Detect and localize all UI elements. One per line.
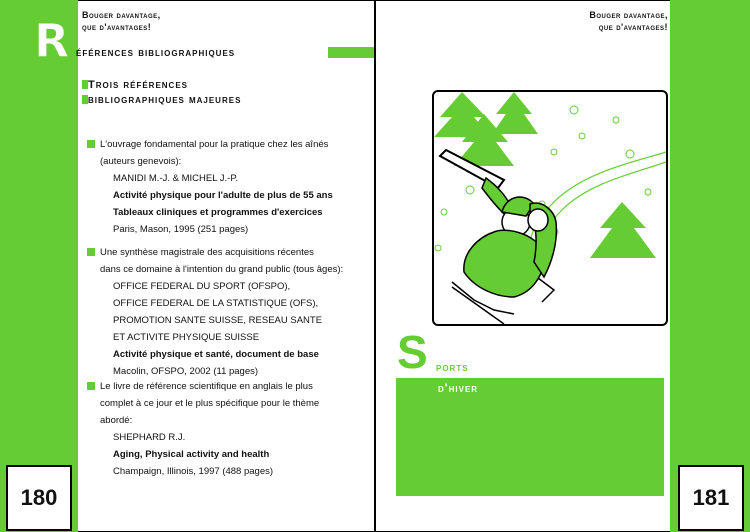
entry-author: ET ACTIVITE PHYSIQUE SUISSE bbox=[113, 332, 260, 343]
entry-text: Le livre de référence scientifique en anglais le plus bbox=[100, 381, 313, 392]
drop-cap-r: R bbox=[34, 14, 70, 68]
reference-entry bbox=[100, 378, 319, 480]
entry-title: Activité physique pour l'adulte de plus de 55 ans bbox=[113, 190, 333, 201]
entry-text: dans ce domaine à l'intention du grand public (tous âges): bbox=[100, 264, 344, 275]
title-accent-bar bbox=[328, 47, 374, 58]
entry-title: Tableaux cliniques et programmes d'exercices bbox=[113, 207, 323, 218]
entry-text: L'ouvrage fondamental pour la pratique chez les aînés bbox=[100, 139, 329, 150]
entry-publisher: Paris, Mason, 1995 (251 pages) bbox=[113, 224, 249, 235]
bullet-square bbox=[87, 248, 95, 256]
subtitle bbox=[88, 78, 241, 108]
header-line-1: Bouger davantage, bbox=[589, 10, 668, 20]
sledding-illustration bbox=[432, 90, 668, 326]
entry-text: complet à ce jour et le plus spécifique pour le thème bbox=[100, 398, 320, 409]
entry-text: (auteurs genevois): bbox=[100, 156, 182, 167]
sled-scene-svg bbox=[434, 92, 666, 324]
entry-author: OFFICE FEDERAL DE LA STATISTIQUE (OFS), bbox=[113, 298, 319, 309]
bullet-square bbox=[87, 382, 95, 390]
left-margin-bar bbox=[0, 0, 78, 532]
drop-cap-s: S bbox=[397, 326, 428, 378]
chapter-title-box bbox=[396, 378, 664, 496]
entry-text: abordé: bbox=[100, 415, 133, 426]
entry-publisher: Macolin, OFSPO, 2002 (11 pages) bbox=[113, 366, 259, 377]
entry-title: Activité physique et santé, document de base bbox=[113, 349, 319, 360]
header-line-2: que d'avantages! bbox=[82, 22, 152, 32]
entry-author: MANIDI M.-J. & MICHEL J.-P. bbox=[113, 173, 239, 184]
chapter-title-line-2: d'hiver bbox=[438, 381, 479, 395]
header-line-2: que d'avantages! bbox=[598, 22, 668, 32]
bullet-square bbox=[87, 140, 95, 148]
reference-entry bbox=[100, 136, 333, 238]
right-margin-bar bbox=[670, 0, 750, 532]
sled-riders bbox=[452, 178, 556, 324]
entry-publisher: Champaign, Illinois, 1997 (488 pages) bbox=[113, 466, 274, 477]
spine-divider bbox=[374, 0, 376, 532]
section-title: éférences bibliographiques bbox=[76, 45, 236, 59]
subtitle-line-2: bibliographiques majeures bbox=[88, 94, 242, 106]
subtitle-line-1: Trois références bbox=[88, 79, 189, 91]
header-left bbox=[82, 9, 161, 33]
entry-author: OFFICE FEDERAL DU SPORT (OFSPO), bbox=[113, 281, 291, 292]
page-number-left: 180 bbox=[6, 465, 72, 531]
page-number-right: 181 bbox=[678, 465, 744, 531]
reference-entry bbox=[100, 244, 343, 380]
entry-title: Aging, Physical activity and health bbox=[113, 449, 270, 460]
header-line-1: Bouger davantage, bbox=[82, 10, 161, 20]
entry-text: Une synthèse magistrale des acquisitions récentes bbox=[100, 247, 314, 258]
chapter-title-line-1: ports bbox=[436, 360, 469, 374]
entry-author: SHEPHARD R.J. bbox=[113, 432, 186, 443]
header-right bbox=[589, 9, 668, 33]
entry-author: PROMOTION SANTE SUISSE, RESEAU SANTE bbox=[113, 315, 323, 326]
